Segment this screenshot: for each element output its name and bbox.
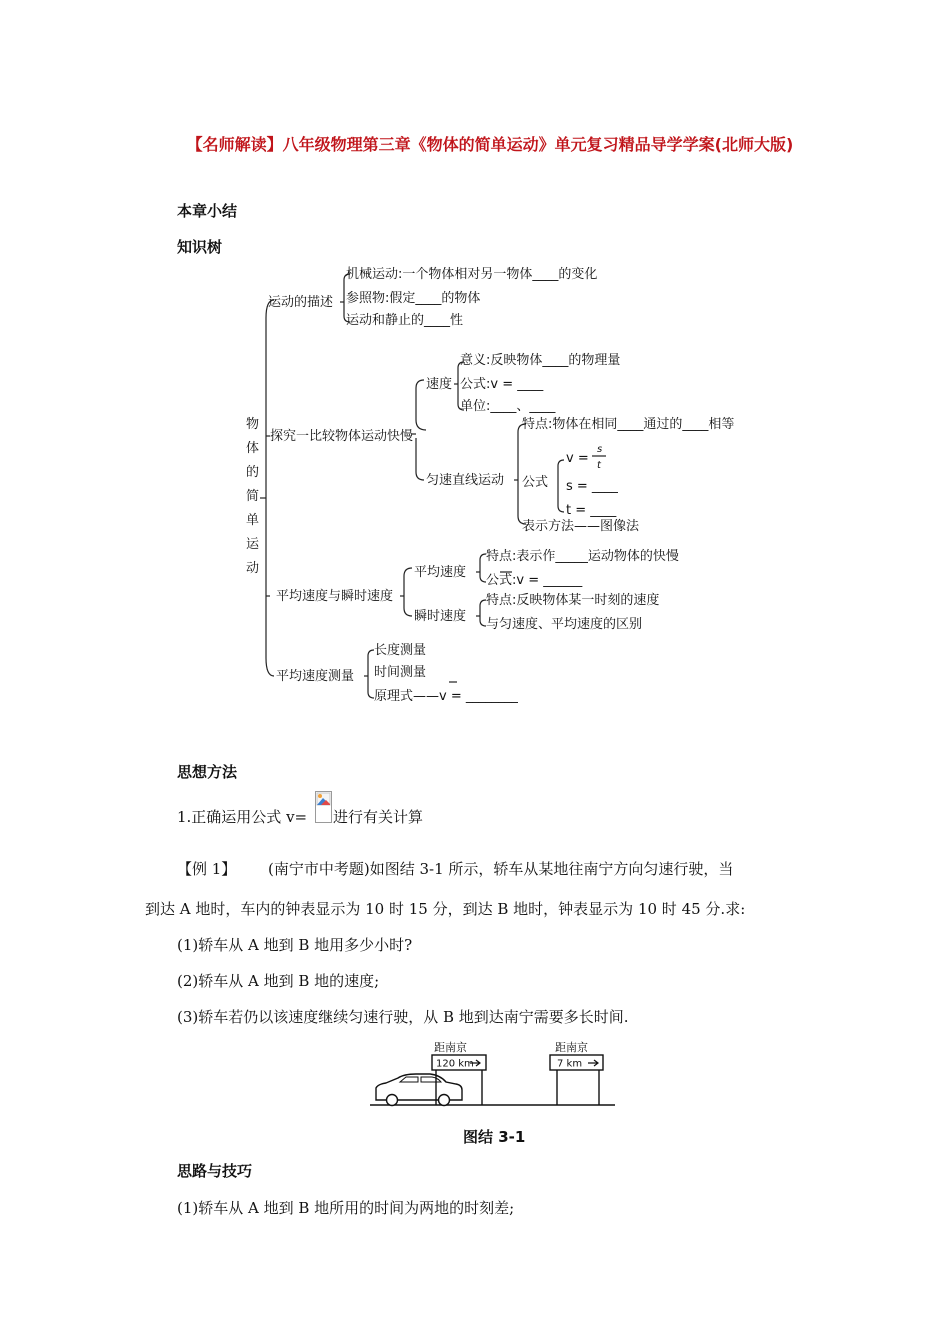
tree-item: 表示方法——图像法 — [522, 519, 640, 534]
branch-measure-average: 平均速度测量 — [276, 669, 355, 684]
formula-s: s = ____ — [566, 479, 618, 494]
road-sign-figure — [370, 1038, 615, 1113]
sign-b-title: 距南京 — [555, 1041, 588, 1054]
example-text-line2: 到达 A 地时，车内的钟表显示为 10 时 15 分，到达 B 地时，钟表显示为 10 时 45 分.求: — [145, 900, 746, 918]
tree-root-char: 单 — [246, 513, 260, 528]
tree-item: 特点:表示作_____运动物体的快慢 — [486, 549, 679, 564]
tree-item: 时间测量 — [374, 665, 427, 680]
section-methods: 思想方法 — [177, 763, 238, 781]
speed-node: 速度 — [426, 377, 453, 392]
tree-item: 意义:反映物体____的物理量 — [460, 353, 621, 368]
sign-a-distance: 120 km — [436, 1058, 474, 1070]
tree-root-char: 简 — [246, 489, 260, 504]
tree-root-char: 的 — [246, 465, 260, 480]
distance-sign-b — [550, 1040, 603, 1105]
knowledge-tree — [240, 258, 780, 708]
formula-numerator: s — [597, 444, 603, 455]
example-text-line1: (南宁市中考题)如图结 3-1 所示，轿车从某地往南宁方向匀速行驶，当 — [268, 860, 734, 878]
tree-root-char: 动 — [246, 561, 260, 576]
sign-b-distance: 7 km — [557, 1058, 583, 1070]
tree-item: 特点:反映物体某一时刻的速度 — [486, 593, 660, 608]
tree-root-char: 物 — [246, 417, 260, 432]
uniform-motion-node: 匀速直线运动 — [426, 473, 505, 488]
figure-caption: 图结 3-1 — [463, 1128, 526, 1146]
tree-item: 原理式——v = ________ — [374, 689, 518, 704]
branch-average-instant: 平均速度与瞬时速度 — [276, 589, 394, 604]
average-speed-node: 平均速度 — [414, 565, 467, 580]
instant-speed-node: 瞬时速度 — [414, 609, 467, 624]
tree-item: 与匀速度、平均速度的区别 — [486, 617, 643, 632]
formula-denominator: t — [597, 460, 601, 471]
method-1-suffix: 进行有关计算 — [333, 808, 424, 826]
tree-item: 机械运动:一个物体相对另一物体____的变化 — [346, 267, 598, 282]
tree-item: 特点:物体在相同____通过的____相等 — [522, 417, 735, 432]
tree-item: 参照物:假定____的物体 — [346, 291, 481, 306]
formula-v: v = — [566, 451, 589, 466]
tree-root-char: 体 — [246, 441, 260, 456]
document-title: 【名师解读】八年级物理第三章《物体的简单运动》单元复习精品导学学案(北师大版) — [186, 135, 794, 154]
tree-item: 单位:____、____ — [460, 399, 556, 414]
main-brace — [266, 300, 274, 676]
sign-a-title: 距南京 — [434, 1041, 467, 1054]
example-question-2: (2)轿车从 A 地到 B 地的速度; — [177, 972, 380, 990]
formula-node: 公式 — [522, 475, 549, 490]
method-1-prefix: 1.正确运用公式 v= — [177, 808, 308, 826]
tree-item: 运动和静止的____性 — [346, 313, 464, 328]
section-summary: 本章小结 — [177, 202, 238, 220]
branch-motion-description: 运动的描述 — [268, 295, 334, 310]
section-knowledge-tree: 知识树 — [177, 238, 223, 256]
example-question-1: (1)轿车从 A 地到 B 地用多少小时? — [177, 936, 413, 954]
tree-item: 公式:v = ____ — [460, 377, 544, 392]
tree-item: 公式:v = ______ — [486, 573, 583, 588]
branch-compare-speed: 探究一比较物体运动快慢 — [270, 429, 414, 444]
example-question-3: (3)轿车若仍以该速度继续匀速行驶，从 B 地到达南宁需要多长时间. — [177, 1008, 629, 1026]
example-tag: 【例 1】 — [177, 860, 237, 878]
tree-root-char: 运 — [246, 537, 260, 552]
formula-image-icon — [315, 791, 332, 823]
tree-item: 长度测量 — [374, 643, 427, 658]
formula-t: t = ____ — [566, 503, 617, 518]
hint-1: (1)轿车从 A 地到 B 地所用的时间为两地的时刻差; — [177, 1199, 515, 1217]
car-icon — [376, 1074, 462, 1106]
section-hints: 思路与技巧 — [177, 1162, 253, 1180]
